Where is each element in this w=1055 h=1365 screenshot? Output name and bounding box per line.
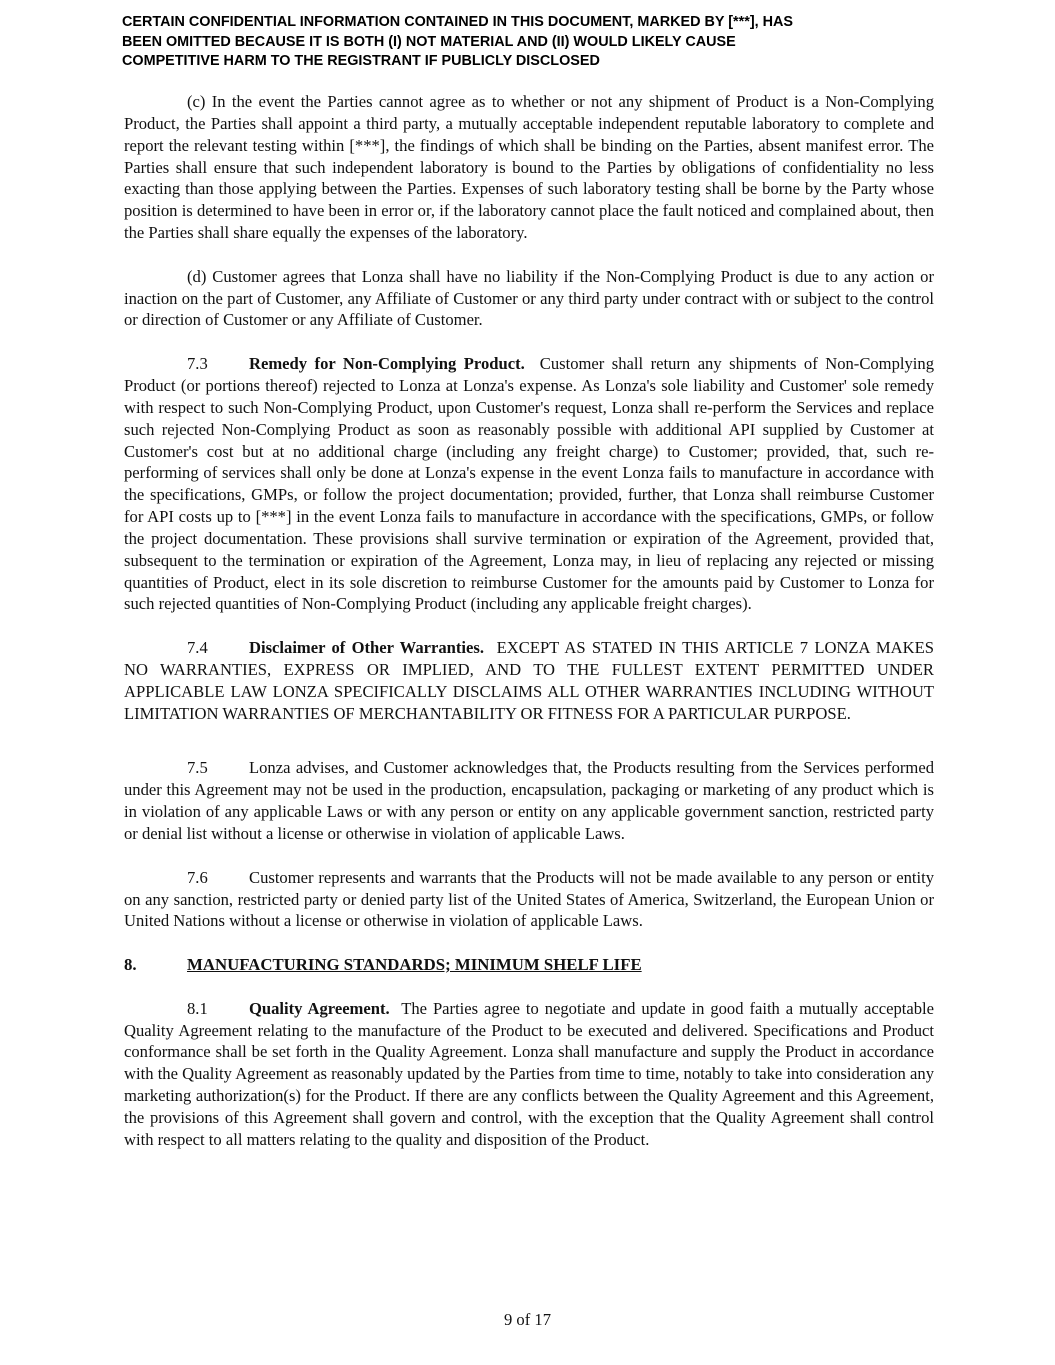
article-8-heading xyxy=(124,954,934,976)
section-text: Customer shall return any shipments of Non-Complying Product (or portions thereof) rejected to Lonza at Lonza's expense. As Lonza's sole liability and Customer' sole remedy with respect to such Non-Complying Product, upon Customer's request, Lonza shall re-perform the Services and replace such rejected Non-Complying Product as soon as reasonably possible with additional API supplied by Customer at Customer's cost but at no additional charge (including any freight charge) to Customer; provided, that, such re-performing of services shall only be done at Lonza's expense in the event Lonza fails to manufacture in accordance with the specifications, GMPs, or follow the project documentation; provided, further, that Lonza shall reimburse Customer for API costs up to [***] in the event Lonza fails to manufacture in accordance with the specifications, GMPs, or follow the project documentation. These provisions shall survive termination or expiration of the Agreement, provided that, subsequent to the termination or expiration of the Agreement, Lonza may, in lieu of replacing any rejected or missing quantities of Product, elect in its sole discretion to reimburse Customer for the amounts paid by Customer to Lonza for such rejected quantities of Non-Complying Product (including any applicable freight charges). xyxy=(124,354,934,614)
document-body xyxy=(124,91,934,1173)
paragraph-7-2-d: (d) Customer agrees that Lonza shall have no liability if the Non-Complying Product is due to any action or inaction on the part of Customer, any Affiliate of Customer or any third party under contract with or subject to the control or direction of Customer or any Affiliate of Customer. xyxy=(124,266,934,330)
article-title: MANUFACTURING STANDARDS; MINIMUM SHELF LIFE xyxy=(187,955,642,975)
section-title: Disclaimer of Other Warranties. xyxy=(249,638,485,658)
section-title: Remedy for Non-Complying Product. xyxy=(249,354,525,374)
header-line: BEEN OMITTED BECAUSE IT IS BOTH (I) NOT MATERIAL AND (II) WOULD LIKELY CAUSE xyxy=(122,33,736,50)
section-text: Customer represents and warrants that the Products will not be made available to any person or entity on any sanction, restricted party or denied party list of the United States of America, Switzerland, the European Union or United Nations without a license or otherwise in violation of applicable Laws. xyxy=(124,867,934,931)
page-number: 9 of 17 xyxy=(503,1310,551,1329)
confidentiality-header xyxy=(122,13,942,72)
header-line: COMPETITIVE HARM TO THE REGISTRANT IF PUBLICLY DISCLOSED xyxy=(122,53,600,69)
section-number: 7.3 xyxy=(187,354,208,374)
section-number: 7.4 xyxy=(187,638,208,658)
article-number: 8. xyxy=(124,955,137,975)
section-text: Lonza advises, and Customer acknowledges that, the Products resulting from the Services performed under this Agreement may not be used in the production, encapsulation, packaging or marketing of any product which is in violation of any applicable Laws or with any person or entity on any applicable government sanction, restricted party or denial list without a license or otherwise in violation of applicable Laws. xyxy=(124,758,934,843)
section-number: 8.1 xyxy=(187,998,208,1018)
section-title: Quality Agreement. xyxy=(249,998,390,1018)
section-number: 7.6 xyxy=(187,867,208,887)
section-7-6 xyxy=(124,867,934,933)
section-text: The Parties agree to negotiate and update in good faith a mutually acceptable Quality Agreement relating to the manufacture of the Product to be executed and delivered. Specifications and Product conformance shall be set forth in the Quality Agreement. Lonza shall manufacture and supply the Product in accordance with the Quality Agreement as reasonably updated by the Parties from time to time, notably to take into consideration any marketing authorization(s) for the Product. If there are any conflicts between the Quality Agreement and this Agreement, the provisions of this Agreement shall govern and control, with the exception that the Quality Agreement shall control with respect to all matters relating to the quality and disposition of the Product. xyxy=(124,998,934,1149)
paragraph-7-2-c: (c) In the event the Parties cannot agree as to whether or not any shipment of Product is a Non-Complying Product, the Parties shall appoint a third party, a mutually acceptable independent reputable laboratory to complete and report the relevant testing within [***], the findings of which shall be binding on the Parties, absent manifest error. The Parties shall ensure that such independent laboratory is bound to the Parties by obligations of confidentiality no less exacting than those applying between the Parties. Expenses of such laboratory testing shall be borne by the Party whose position is determined to have been in error or, if the laboratory cannot place the fault noticed and complained about, then the Parties shall share equally the expenses of the laboratory. xyxy=(124,92,934,243)
header-line: CERTAIN CONFIDENTIAL INFORMATION CONTAINED IN THIS DOCUMENT, MARKED BY [***], HAS xyxy=(122,14,794,30)
section-text: EXCEPT AS STATED IN THIS ARTICLE 7 LONZA MAKES NO WARRANTIES, EXPRESS OR IMPLIED, AND TO THE FULLEST EXTENT PERMITTED UNDER APPLICABLE LAW LONZA SPECIFICALLY DISCLAIMS ALL OTHER WARRANTIES INCLUDING WITHOUT LIMITATION WARRANTIES OF MERCHANTABILITY OR FITNESS FOR A PARTICULAR PURPOSE. xyxy=(124,638,934,723)
section-8-1 xyxy=(124,998,934,1151)
section-7-3 xyxy=(124,353,934,615)
section-number: 7.5 xyxy=(187,758,208,778)
section-7-4 xyxy=(124,637,934,724)
section-7-5 xyxy=(124,757,934,844)
